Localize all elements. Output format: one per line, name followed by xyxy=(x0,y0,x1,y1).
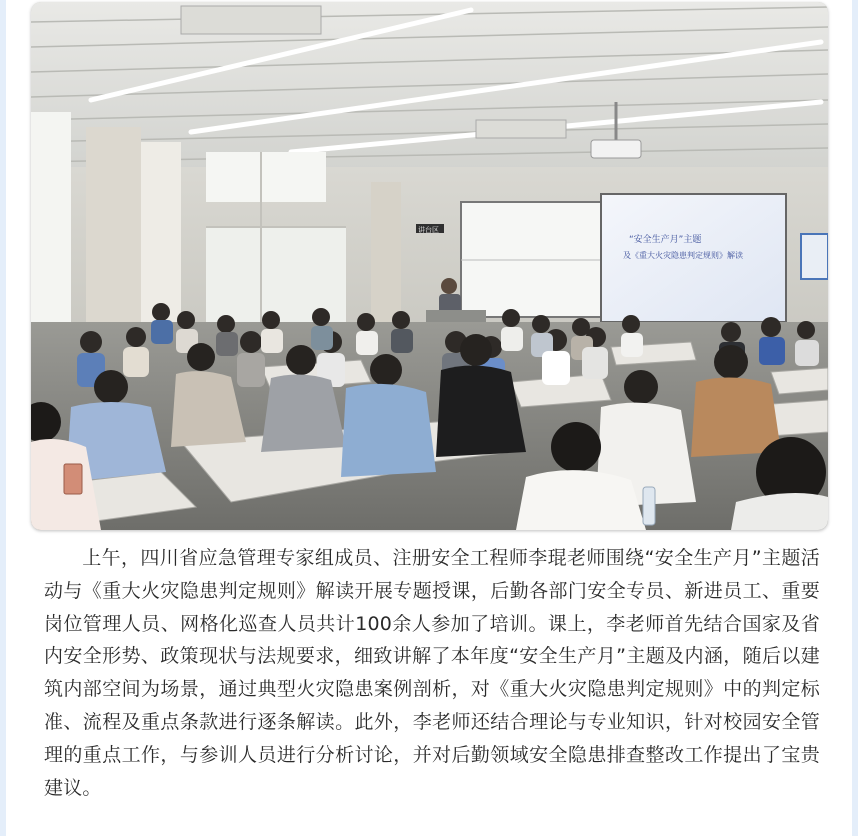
training-classroom-photo xyxy=(31,2,828,530)
screen-text-line2: 及《重大火灾隐患判定规则》解读 xyxy=(623,251,743,260)
screen-text-line1: “安全生产月”主题 xyxy=(629,235,702,245)
left-border xyxy=(0,0,6,836)
right-border xyxy=(852,0,858,836)
article-paragraph xyxy=(44,542,820,804)
article-text: 上午，四川省应急管理专家组成员、注册安全工程师李琨老师围绕“安全生产月”主题活动与《重大火灾隐患判定规则》解读开展专题授课，后勤各部门安全专员、新进员工、重要岗位管理人员、网格化巡查人员共计100余人参加了培训。课上，李老师首先结合国家及省内安全形势、政策现状与法规要求，细致讲解了本年度“安全生产月”主题及内涵，随后以建筑内部空间为场景，通过典型火灾隐患案例剖析，对《重大火灾隐患判定规则》中的判定标准、流程及重点条款进行逐条解读。此外，李老师还结合理论与专业知识，针对校园安全管理的重点工作，与参训人员进行分析讨论，并对后勤领域安全隐患排查整改工作提出了宝贵建议。 xyxy=(44,547,820,799)
room-sign: 讲台区 xyxy=(418,226,439,234)
